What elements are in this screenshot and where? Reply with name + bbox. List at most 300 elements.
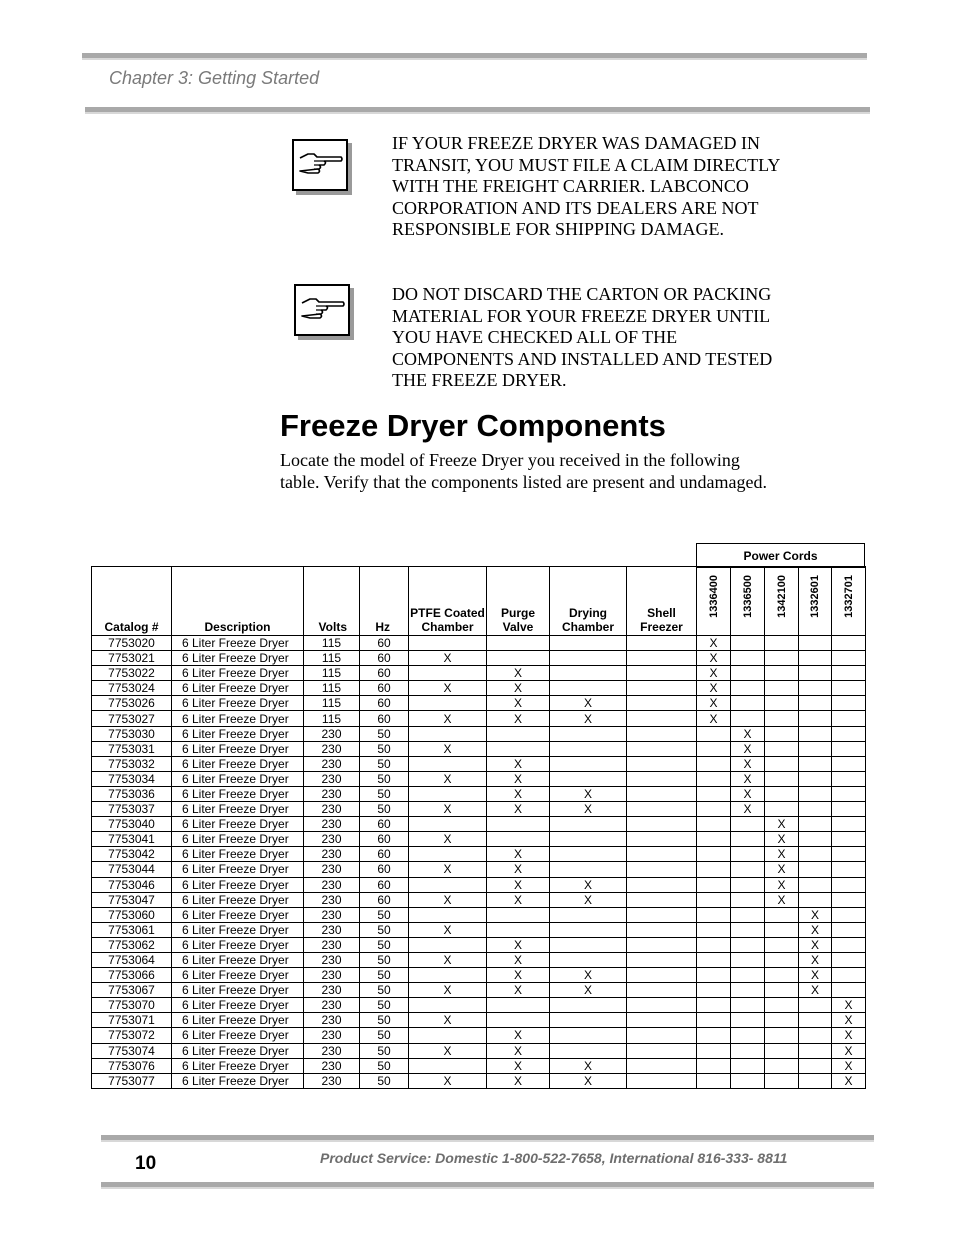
table-row	[92, 998, 866, 1013]
table-cell: 230	[304, 968, 360, 983]
header-drying-chamber: Drying Chamber	[550, 567, 627, 636]
table-cell: X	[697, 681, 731, 696]
table-cell	[765, 681, 799, 696]
table-cell	[409, 937, 487, 952]
table-cell	[832, 952, 866, 967]
table-cell	[409, 666, 487, 681]
table-cell: 50	[360, 983, 409, 998]
pointing-hand-icon	[300, 294, 346, 326]
table-cell	[409, 847, 487, 862]
table-cell	[731, 922, 765, 937]
table-cell: X	[697, 666, 731, 681]
table-cell	[832, 937, 866, 952]
table-cell: 230	[304, 771, 360, 786]
table-cell	[832, 666, 866, 681]
table-cell	[697, 922, 731, 937]
table-cell: 230	[304, 817, 360, 832]
table-cell	[731, 937, 765, 952]
table-cell	[697, 1043, 731, 1058]
header-shell-freezer: Shell Freezer	[627, 567, 697, 636]
table-cell: 6 Liter Freeze Dryer	[172, 877, 304, 892]
table-cell	[627, 711, 697, 726]
table-cell	[697, 786, 731, 801]
table-cell	[731, 681, 765, 696]
table-cell: X	[409, 892, 487, 907]
table-cell	[799, 802, 832, 817]
table-cell: 115	[304, 711, 360, 726]
table-cell: 7753032	[92, 756, 172, 771]
table-cell	[765, 952, 799, 967]
table-cell: 7753022	[92, 666, 172, 681]
table-cell	[550, 1043, 627, 1058]
table-cell	[697, 952, 731, 967]
table-cell	[487, 907, 550, 922]
table-cell	[799, 636, 832, 651]
pointing-hand-icon	[298, 149, 344, 181]
table-cell	[832, 877, 866, 892]
table-cell	[627, 1058, 697, 1073]
table-cell	[409, 817, 487, 832]
table-cell	[799, 681, 832, 696]
note-damage-claim: IF YOUR FREEZE DRYER WAS DAMAGED IN TRANSIT, YOU MUST FILE A CLAIM DIRECTLY WITH THE FREIGHT CARRIER. LABCONCO CORPORATION AND ITS DEALERS ARE NOT RESPONSIBLE FOR SHIPPING DAMAGE.	[392, 133, 780, 240]
table-row	[92, 802, 866, 817]
table-cell: X	[487, 802, 550, 817]
table-cell	[765, 756, 799, 771]
table-cell	[550, 1013, 627, 1028]
table-cell: 50	[360, 937, 409, 952]
table-cell: X	[697, 636, 731, 651]
table-cell	[832, 771, 866, 786]
table-cell	[832, 862, 866, 877]
table-cell: X	[409, 1043, 487, 1058]
components-table	[91, 566, 866, 1089]
table-cell: 60	[360, 832, 409, 847]
table-cell	[697, 817, 731, 832]
table-cell: X	[697, 711, 731, 726]
table-cell	[731, 998, 765, 1013]
table-cell	[765, 636, 799, 651]
table-row	[92, 877, 866, 892]
table-cell: X	[487, 696, 550, 711]
table-cell	[765, 998, 799, 1013]
table-cell	[799, 696, 832, 711]
table-cell: 7753061	[92, 922, 172, 937]
table-cell	[697, 1073, 731, 1088]
section-heading: Freeze Dryer Components	[280, 408, 666, 443]
table-cell: 7753041	[92, 832, 172, 847]
table-cell: X	[832, 1028, 866, 1043]
table-cell: 7753031	[92, 741, 172, 756]
table-cell: X	[487, 952, 550, 967]
table-cell	[697, 802, 731, 817]
table-cell	[487, 741, 550, 756]
table-cell: 230	[304, 1043, 360, 1058]
table-cell	[765, 726, 799, 741]
table-cell: 7753064	[92, 952, 172, 967]
table-cell: 50	[360, 1058, 409, 1073]
table-cell	[550, 952, 627, 967]
table-cell: 7753047	[92, 892, 172, 907]
table-cell	[832, 892, 866, 907]
table-cell	[697, 937, 731, 952]
table-cell: 6 Liter Freeze Dryer	[172, 666, 304, 681]
table-cell: 6 Liter Freeze Dryer	[172, 892, 304, 907]
table-cell	[487, 922, 550, 937]
table-row	[92, 771, 866, 786]
table-cell: X	[799, 952, 832, 967]
power-cords-header-table	[696, 543, 865, 568]
table-cell	[765, 1073, 799, 1088]
table-cell	[550, 651, 627, 666]
table-cell: X	[832, 1013, 866, 1028]
table-cell: 230	[304, 937, 360, 952]
table-cell: 60	[360, 696, 409, 711]
table-cell	[550, 817, 627, 832]
table-row	[92, 952, 866, 967]
table-cell: 50	[360, 952, 409, 967]
table-cell	[765, 786, 799, 801]
table-cell: X	[765, 847, 799, 862]
table-cell: 7753070	[92, 998, 172, 1013]
table-cell	[731, 817, 765, 832]
table-cell	[409, 968, 487, 983]
table-cell: 6 Liter Freeze Dryer	[172, 756, 304, 771]
table-cell	[627, 786, 697, 801]
table-cell: 50	[360, 922, 409, 937]
table-cell: 7753074	[92, 1043, 172, 1058]
table-cell: 7753044	[92, 862, 172, 877]
table-cell: 230	[304, 1013, 360, 1028]
table-cell: 115	[304, 651, 360, 666]
table-cell	[697, 892, 731, 907]
table-cell: X	[832, 1043, 866, 1058]
table-cell: X	[550, 786, 627, 801]
table-cell: 6 Liter Freeze Dryer	[172, 998, 304, 1013]
table-cell	[487, 998, 550, 1013]
table-cell	[627, 666, 697, 681]
table-cell: X	[409, 952, 487, 967]
chapter-title: Chapter 3: Getting Started	[109, 68, 320, 88]
table-cell	[765, 771, 799, 786]
power-cords-label: Power Cords	[697, 544, 865, 568]
table-cell	[627, 998, 697, 1013]
table-cell: X	[765, 832, 799, 847]
table-cell	[627, 756, 697, 771]
table-cell	[832, 802, 866, 817]
table-row	[92, 786, 866, 801]
table-body	[92, 636, 866, 1089]
table-cell	[731, 877, 765, 892]
table-cell: X	[765, 892, 799, 907]
table-cell	[627, 1013, 697, 1028]
table-cell: X	[832, 998, 866, 1013]
table-cell	[697, 726, 731, 741]
header-ptfe-coated-chamber: PTFE Coated Chamber	[409, 567, 487, 636]
header-description: Description	[172, 567, 304, 636]
table-cell: 230	[304, 862, 360, 877]
header-hz: Hz	[360, 567, 409, 636]
table-cell	[765, 937, 799, 952]
table-cell: 7753067	[92, 983, 172, 998]
table-row	[92, 907, 866, 922]
table-cell: 7753030	[92, 726, 172, 741]
table-cell	[550, 666, 627, 681]
table-cell	[550, 1028, 627, 1043]
table-row	[92, 1058, 866, 1073]
table-cell: X	[487, 877, 550, 892]
table-cell: X	[799, 983, 832, 998]
table-cell: 230	[304, 741, 360, 756]
table-cell: 6 Liter Freeze Dryer	[172, 922, 304, 937]
table-cell: 7753036	[92, 786, 172, 801]
table-cell	[765, 1028, 799, 1043]
table-cell	[627, 877, 697, 892]
table-cell	[731, 968, 765, 983]
table-cell: X	[799, 937, 832, 952]
table-cell: 6 Liter Freeze Dryer	[172, 937, 304, 952]
table-row	[92, 817, 866, 832]
table-cell	[799, 817, 832, 832]
table-cell: X	[409, 681, 487, 696]
table-cell: 6 Liter Freeze Dryer	[172, 1028, 304, 1043]
table-cell	[697, 1058, 731, 1073]
table-cell	[550, 847, 627, 862]
table-cell	[409, 1058, 487, 1073]
table-row	[92, 832, 866, 847]
table-cell	[487, 651, 550, 666]
table-cell	[765, 696, 799, 711]
header-bottom-rule	[85, 107, 870, 114]
header-cord-1336400: 1336400	[697, 567, 731, 636]
table-cell	[697, 983, 731, 998]
table-cell	[832, 726, 866, 741]
table-row	[92, 937, 866, 952]
table-cell: 7753040	[92, 817, 172, 832]
note-pointing-hand-icon	[292, 139, 348, 191]
table-cell	[550, 937, 627, 952]
table-cell	[627, 771, 697, 786]
table-cell	[697, 1028, 731, 1043]
table-cell	[409, 907, 487, 922]
table-cell: 230	[304, 1073, 360, 1088]
table-cell: X	[409, 922, 487, 937]
table-cell: X	[765, 862, 799, 877]
table-cell	[765, 711, 799, 726]
table-cell	[487, 726, 550, 741]
header-purge-valve: Purge Valve	[487, 567, 550, 636]
table-cell: 6 Liter Freeze Dryer	[172, 862, 304, 877]
table-cell: X	[731, 741, 765, 756]
table-cell	[627, 1028, 697, 1043]
table-cell	[550, 922, 627, 937]
table-cell	[550, 741, 627, 756]
table-row	[92, 636, 866, 651]
table-cell: 115	[304, 666, 360, 681]
table-cell: 60	[360, 862, 409, 877]
table-cell: X	[487, 681, 550, 696]
table-cell: 6 Liter Freeze Dryer	[172, 651, 304, 666]
table-cell: 6 Liter Freeze Dryer	[172, 681, 304, 696]
table-cell: X	[487, 937, 550, 952]
table-cell	[799, 1058, 832, 1073]
table-cell: 60	[360, 681, 409, 696]
table-cell: 6 Liter Freeze Dryer	[172, 952, 304, 967]
table-cell	[697, 968, 731, 983]
table-cell: 115	[304, 636, 360, 651]
header-cord-1332701: 1332701	[832, 567, 866, 636]
table-cell	[799, 1028, 832, 1043]
table-cell	[627, 1073, 697, 1088]
table-cell: 230	[304, 802, 360, 817]
table-cell	[765, 741, 799, 756]
table-cell	[799, 832, 832, 847]
table-cell: 50	[360, 771, 409, 786]
table-cell	[627, 696, 697, 711]
table-cell: 230	[304, 786, 360, 801]
table-cell: 60	[360, 817, 409, 832]
table-cell: X	[409, 802, 487, 817]
table-cell	[832, 907, 866, 922]
table-cell	[627, 937, 697, 952]
table-cell	[487, 636, 550, 651]
table-cell	[799, 651, 832, 666]
table-row	[92, 1043, 866, 1058]
table-cell: X	[487, 786, 550, 801]
table-cell: X	[731, 756, 765, 771]
table-cell	[832, 651, 866, 666]
table-cell	[832, 696, 866, 711]
table-cell	[409, 636, 487, 651]
table-cell	[799, 998, 832, 1013]
table-cell: 60	[360, 636, 409, 651]
table-row	[92, 666, 866, 681]
table-cell: 6 Liter Freeze Dryer	[172, 983, 304, 998]
table-cell: 50	[360, 756, 409, 771]
table-cell: X	[487, 666, 550, 681]
table-cell	[731, 711, 765, 726]
table-cell	[731, 636, 765, 651]
table-cell	[550, 756, 627, 771]
table-cell: 7753072	[92, 1028, 172, 1043]
table-cell: 6 Liter Freeze Dryer	[172, 1058, 304, 1073]
table-cell: 7753027	[92, 711, 172, 726]
table-cell	[765, 968, 799, 983]
table-row	[92, 892, 866, 907]
table-cell	[627, 952, 697, 967]
table-cell: X	[487, 892, 550, 907]
table-cell: 7753076	[92, 1058, 172, 1073]
table-cell	[627, 907, 697, 922]
table-cell	[832, 756, 866, 771]
table-cell	[799, 666, 832, 681]
table-cell: 6 Liter Freeze Dryer	[172, 1043, 304, 1058]
table-cell: X	[487, 968, 550, 983]
table-row	[92, 1013, 866, 1028]
table-cell	[550, 998, 627, 1013]
table-cell	[731, 983, 765, 998]
table-cell: 60	[360, 651, 409, 666]
table-cell: 6 Liter Freeze Dryer	[172, 1013, 304, 1028]
table-cell	[409, 998, 487, 1013]
table-cell: 50	[360, 1043, 409, 1058]
table-cell: 6 Liter Freeze Dryer	[172, 786, 304, 801]
table-cell: X	[731, 786, 765, 801]
header-cord-1342100: 1342100	[765, 567, 799, 636]
table-cell	[832, 741, 866, 756]
table-cell	[409, 696, 487, 711]
note-packing-material: DO NOT DISCARD THE CARTON OR PACKING MATERIAL FOR YOUR FREEZE DRYER UNTIL YOU HAVE CHECKED ALL OF THE COMPONENTS AND INSTALLED AND TESTED THE FREEZE DRYER.	[392, 284, 773, 391]
table-header-row	[92, 567, 866, 636]
table-cell: 230	[304, 726, 360, 741]
table-cell: 7753046	[92, 877, 172, 892]
table-cell	[550, 636, 627, 651]
table-cell: X	[550, 877, 627, 892]
table-cell	[799, 726, 832, 741]
table-cell: 50	[360, 786, 409, 801]
footer-top-rule	[101, 1135, 874, 1142]
table-row	[92, 741, 866, 756]
table-cell: X	[832, 1058, 866, 1073]
table-row	[92, 968, 866, 983]
table-cell: 230	[304, 1058, 360, 1073]
table-cell	[799, 756, 832, 771]
table-cell: 50	[360, 998, 409, 1013]
table-cell: X	[409, 1073, 487, 1088]
table-cell	[487, 832, 550, 847]
table-cell: X	[487, 771, 550, 786]
header-volts: Volts	[304, 567, 360, 636]
table-cell	[731, 666, 765, 681]
table-cell: X	[550, 1058, 627, 1073]
table-cell	[799, 877, 832, 892]
table-cell: 6 Liter Freeze Dryer	[172, 696, 304, 711]
table-cell	[765, 1043, 799, 1058]
table-cell: 6 Liter Freeze Dryer	[172, 1073, 304, 1088]
table-cell	[731, 1028, 765, 1043]
table-cell: 115	[304, 696, 360, 711]
table-cell: X	[731, 726, 765, 741]
table-cell: 230	[304, 907, 360, 922]
table-cell: 7753077	[92, 1073, 172, 1088]
table-cell	[765, 983, 799, 998]
table-cell: X	[731, 771, 765, 786]
table-cell	[765, 1013, 799, 1028]
section-intro: Locate the model of Freeze Dryer you received in the following table. Verify that the components listed are present and undamaged.	[280, 450, 768, 492]
table-cell: 230	[304, 998, 360, 1013]
table-cell: X	[409, 1013, 487, 1028]
table-row	[92, 1073, 866, 1088]
table-cell	[799, 1073, 832, 1088]
table-cell: X	[487, 1073, 550, 1088]
table-cell	[627, 817, 697, 832]
table-cell: 230	[304, 877, 360, 892]
table-cell: X	[409, 651, 487, 666]
table-cell	[697, 862, 731, 877]
table-cell: 230	[304, 1028, 360, 1043]
table-cell: 230	[304, 952, 360, 967]
table-cell: 230	[304, 983, 360, 998]
table-cell: 50	[360, 1028, 409, 1043]
table-row	[92, 756, 866, 771]
table-cell	[627, 741, 697, 756]
table-cell	[627, 892, 697, 907]
table-cell: 7753071	[92, 1013, 172, 1028]
note-pointing-hand-icon	[294, 284, 350, 336]
table-cell	[765, 907, 799, 922]
table-cell	[832, 832, 866, 847]
table-cell	[832, 922, 866, 937]
table-cell: X	[409, 983, 487, 998]
